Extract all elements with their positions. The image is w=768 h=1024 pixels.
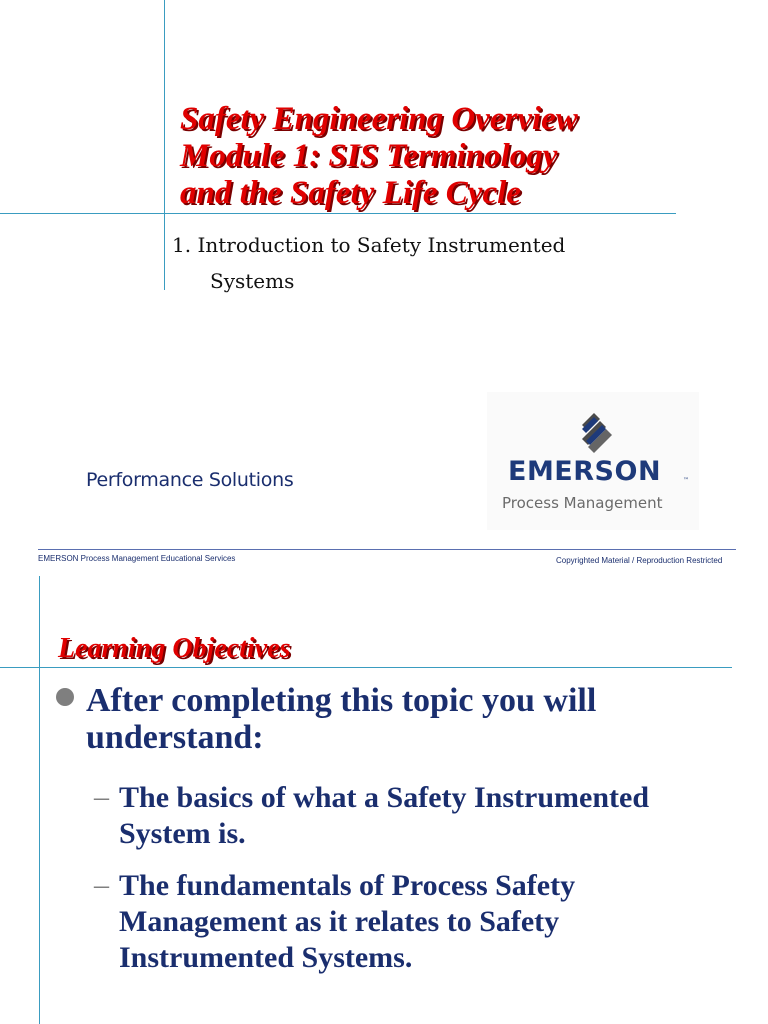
title-line-1: Safety Engineering Overview [180, 101, 578, 137]
dash-icon: – [94, 780, 109, 813]
performance-solutions-tagline: Performance Solutions [86, 469, 294, 491]
sub-item-text: The fundamentals of Process Safety Management as it relates to Safety Instrumented Systems. [119, 869, 576, 974]
slide1-vertical-rule [164, 0, 165, 290]
footer-rule [38, 549, 736, 550]
slide2-vertical-rule [39, 576, 40, 1024]
sub-item-text: The basics of what a Safety Instrumented System is. [119, 781, 650, 850]
subtitle-line-2: Systems [210, 269, 295, 293]
title-line-2: Module 1: SIS Terminology [180, 138, 558, 174]
title-line-3: and the Safety Life Cycle [180, 175, 521, 211]
slide1-title [180, 101, 720, 212]
slide1-subtitle [172, 227, 692, 299]
emerson-logo-icon [573, 413, 615, 457]
emerson-wordmark: EMERSON [508, 456, 662, 487]
subtitle-line-1: 1. Introduction to Safety Instrumented [172, 233, 566, 257]
process-management-label: Process Management [502, 494, 663, 512]
slide1-horizontal-rule [0, 213, 676, 214]
trademark-mark: ™ [683, 477, 689, 484]
slide2-horizontal-rule [0, 667, 732, 668]
bullet-icon [56, 688, 74, 706]
dash-icon: – [94, 868, 109, 901]
footer-right-text: Copyrighted Material / Reproduction Restricted [556, 556, 723, 565]
learning-objectives-heading: Learning Objectives [58, 633, 291, 664]
objective-bullet: After completing this topic you will understand: [86, 682, 597, 756]
footer-left-text: EMERSON Process Management Educational Services [38, 554, 236, 563]
